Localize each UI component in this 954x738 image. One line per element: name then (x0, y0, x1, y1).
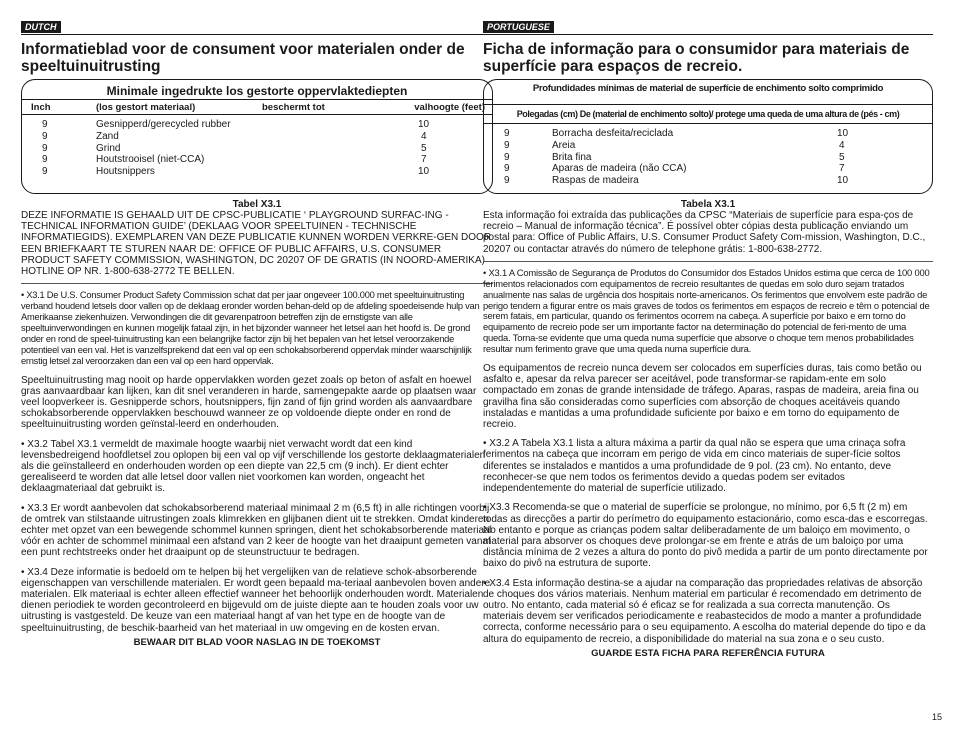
surfacing-depth-table (21, 79, 493, 194)
header-fall-height: valhoogte (feet) (414, 102, 485, 113)
cell-inch: 9 (42, 130, 48, 142)
cell-height: 5 (839, 151, 845, 163)
intro-text: DEZE INFORMATIE IS GEHAALD UIT DE CPSC-PUBLICATIE ‘ PLAYGROUND SURFAC-ING - TECHNICAL INFORMATION GUIDE’ (DEKLAAG VOOR SPEELTUINEN - TECHNISCHE INFORMATIEGIDS). EXEMPLAREN VAN DEZE PUBLICATIE KUNNEN WORDEN VERKRE-GEN DOOR EEN BRIEFKAART TE STUREN NAAR DE: OFFICE OF PUBLIC AFFAIRS, U.S. CONSUMER PRODUCT SAFETY COMMISSION, WASHINGTON, DC 20207 OF DE GRATIS (IN NOORD-AMERIKA) HOTLINE OP NR. 1-800-638-2772 TE BELLEN. (21, 210, 492, 278)
paragraph: Os equipamentos de recreio nunca devem ser colocados em superfícies duras, tais como betão ou asfalto e, apesar da relva parecer ser aceitável, pode transformar-se rapidam-ente em solo compactado em zonas de grande intensidade de tráfego. Aparas, raspas de madeira, areia fina ou gravilha fina são consideradas como superfícies com absorção de choques aceitáveis quando instaladas e mantidas a uma profundidade suficiente por baixo e em torno do equipamento de recreio. (483, 363, 922, 431)
paragraph: • X3.4 Deze informatie is bedoeld om te helpen bij het vergelijken van de relatieve schok-absorberende eigenschappen van verschillende materialen. Er wordt geen bepaald ma-teriaal aanbevolen boven andere materialen. Elk materiaal is echter alleen effectief wanneer het behoorlijk onderhouden wordt. Materialen dienen periodiek te worden gecontroleerd en bijgevuld om de juiste diepte aan te houden zoals voor uw uitrusting is vastgesteld. De keuze van een materiaal hangt af van het type en de hoogte van de speeltuinuitrusting, de beschik-baarheid van het materiaal in uw omgeving en de kosten ervan. (21, 566, 491, 634)
portuguese-column (483, 20, 933, 659)
table-row (484, 163, 932, 175)
divider (21, 283, 493, 284)
language-tag-portuguese: PORTUGUESE (483, 21, 554, 33)
table-row (22, 131, 492, 143)
cell-material: Houtstrooisel (niet-CCA) (96, 154, 205, 166)
cell-inch: 9 (504, 163, 510, 175)
table-heading: Profundidades mínimas de material de superfície de enchimento solto comprimido (532, 83, 884, 94)
paragraph: • X3.4 Esta informação destina-se a ajudar na comparação das propriedades relativas de absorção de choques dos vários materiais. Nenhum material em particular é recomendado em detrimento de outro. No entanto, cada material só é eficaz se for realizada a sua correcta manutenção. Os materiais devem ser verificados periodicamente e reabastecidos de modo a manter a profundidade correcta, conforme necessário para o seu equipamento. A escolha do material depende do tipo e da altura do equipamento de recreio, a disponibilidade do material na sua zona e o seu custo. (483, 577, 926, 645)
cell-inch: 9 (42, 142, 48, 154)
surfacing-depth-table (483, 79, 933, 194)
intro-text: Esta informação foi extraída das publicações da CPSC “Materiais de superfície para espa-ços de recreio – Manual de informação técnica”. É possível obter cópias desta publicação enviando um postal para: Office of Public Affairs, U.S. Consumer Product Safety Com-mission, Washington, D.C., 20207 ou contactar através do número de telephone grátis: 1-800-638-2772. (483, 210, 926, 255)
cell-material: Houtsnippers (96, 166, 155, 178)
header-material: (los gestort materiaal) (96, 102, 196, 113)
cell-inch: 9 (42, 166, 48, 178)
table-row (22, 143, 492, 155)
language-bar (21, 20, 493, 35)
table-row (22, 166, 492, 178)
page-number: 15 (931, 712, 942, 722)
cell-material: Grind (96, 142, 121, 154)
cell-inch: 9 (504, 151, 510, 163)
cell-height: 10 (418, 119, 430, 130)
table-heading: Minimale ingedrukte los gestorte oppervlaktediepten (106, 84, 408, 98)
footer-note: GUARDE ESTA FICHA PARA REFERÊNCIA FUTURA (591, 647, 825, 659)
paragraph: • X3.3 Recomenda-se que o material de superfície se prolongue, no mínimo, por 6,5 ft (2 m) em todas as direcções a partir do perímetro do equipamento estacionário, como esca-das e escorregas. No entanto e porque as crianças podem saltar deliberadamente de um baloiço em movimento, o material para absorver os choques deve prolongar-se em frente e atrás de um baloiço por uma distância mínima de 2 vezes a altura do ponto do pivô medida a partir de um ponto directamente por baixo do pivô na estrutura de suporte. (483, 502, 928, 570)
cell-height: 7 (421, 154, 427, 166)
cell-height: 10 (837, 175, 849, 187)
cell-material: Borracha desfeita/reciclada (552, 128, 674, 139)
language-bar (483, 20, 933, 35)
cell-height: 7 (839, 163, 845, 175)
table-body (484, 124, 932, 187)
cell-material: Aparas de madeira (não CCA) (552, 163, 687, 175)
cell-height: 5 (421, 142, 427, 154)
cell-material: Zand (96, 130, 119, 142)
table-header-row (22, 99, 492, 114)
table-row (22, 119, 492, 131)
paragraph: • X3.2 A Tabela X3.1 lista a altura máxima a partir da qual não se espera que uma crinaça sofra ferimentos na cabeça que incorram em perigo de vida em cinco materiais de super-fície soltos diferentes se instalados e mantidos a uma profundidade de 9 pol. (23 cm). No entanto, deve reconhecer-se que nem todos os ferimentos devido a quedas podem ser evitados independentemente do material de superfície utilizado. (483, 438, 906, 495)
paragraph: Speeltuinuitrusting mag nooit op harde oppervlakken worden gezet zoals op beton of asfalt en hoewel gras aanvaardbaar kan lijken, kan dit snel veranderen in harde, samengepakte aarde op plaatsen waar veel loopverkeer is. Gesnipperde schors, houtsnippers, fijn zand of fijn grind worden als aanvaardbare schokabsorberende oppervlakken beschouwd wanneer ze op voldoende diepte onder en rond de speeltuinuitrusting worden geïnstal-leerd en onderhouden. (21, 374, 477, 431)
header-inch: Inch (31, 102, 51, 113)
cell-inch: 9 (504, 128, 510, 139)
table-row (22, 154, 492, 166)
cell-material: Brita fina (552, 151, 592, 163)
dutch-column (21, 20, 493, 648)
divider (483, 261, 933, 262)
table-row (484, 140, 932, 152)
table-row (484, 128, 932, 140)
table-body (22, 114, 492, 178)
cell-material: Gesnipperd/gerecycled rubber (96, 119, 231, 130)
cell-inch: 9 (504, 175, 510, 187)
table-caption: Tabel X3.1 (232, 199, 282, 210)
cell-material: Areia (552, 139, 576, 151)
table-caption: Tabela X3.1 (680, 199, 736, 210)
paragraph: • X3.2 Tabel X3.1 vermeldt de maximale hoogte waarbij niet verwacht wordt dat een kind levensbedreigend hoofdletsel zou oplopen bij een val op vijf verschillende los gestorte deklaagmaterialen als die geïnstalleerd en onderhouden worden op een diepte van 22,5 cm (9 inch). Er dient echter gerealiseerd te worden dat alle letsel door vallen niet voorkomen kan worden, ongeacht het deklaagmateriaal dat gebruikt is. (21, 438, 486, 495)
cell-height: 4 (421, 130, 427, 142)
cell-height: 10 (837, 128, 849, 139)
cell-height: 4 (839, 139, 845, 151)
paragraph: • X3.3 Er wordt aanbevolen dat schokabsorberend materiaal minimaal 2 m (6,5 ft) in alle richtingen voorbij de omtrek van stilstaande uitrustingen zoals klimrekken en glijbanen dient uit te strekken. Omdat kinderen echter met opzet van een bewegende schommel kunnen springen, dient het schokabsorberende materiaal vóór en achter de schommel minimaal een afstand van 2 keer de hoogte van het draaipunt gemeten vanaf een punt rechtstreeks onder het draaipunt op de steunstructuur te bedragen. (21, 502, 492, 559)
table-row (484, 152, 932, 164)
header-protects: beschermt tot (262, 102, 325, 113)
table-header-row: Polegadas (cm) De (material de enchimento solto)/ protege uma queda de uma altura de (pés - cm) (484, 104, 932, 124)
cell-inch: 9 (42, 154, 48, 166)
cell-height: 10 (418, 166, 430, 178)
cell-material: Raspas de madeira (552, 175, 639, 187)
language-tag-dutch: DUTCH (21, 21, 61, 33)
paragraph: • X3.1 De U.S. Consumer Product Safety Commission schat dat per jaar ongeveer 100.000 met speeltuinuitrusting verband houdend letsels door vallen op de deklaag eronder worden behan-deld op de afdeling spoedeisende hulp van Amerikaanse ziekenhuizen. Verwondingen die dit gevarenpatroon betreffen zijn de ernstigste van alle speeltuinverwondingen en kunnen mogelijk fataal zijn, in het bijzonder wanneer het letsel aan het hoofd is. De grond onder en rond de speel-tuinuitrusting kan een belangrijke factor zijn bij het bepalen van het letsel veroorzakende potentieel van een val. Het is vanzelfsprekend dat een val op een schokabsorberend oppervlak minder waarschijnlijk ernstig letsel zal veroorzaken dan een val op een hard oppervlak. (21, 290, 480, 366)
table-row (484, 175, 932, 187)
cell-inch: 9 (42, 119, 48, 130)
section-title: Ficha de informação para o consumidor para materiais de superfície para espaços de recreio. (483, 41, 910, 75)
footer-note: BEWAAR DIT BLAD VOOR NASLAG IN DE TOEKOMST (133, 636, 381, 648)
paragraph: • X3.1 A Comissão de Segurança de Produtos do Consumidor dos Estados Unidos estima que cerca de 100 000 ferimentos relacionados com equipamentos de recreio resultantes de quedas em solo duro sejam tratados anualmente nas salas de urgência dos hospitais norte-americanos. Os ferimentos que envolvem este padrão de perigo tendem a figurar entre os mais graves de todos os ferimentos em espaços de recreio e têm o potencial de serem fatais, em particular, quando os ferimentos ocorrem na cabeça. A superfície por baixo e em torno do equipamento de recreio pode ser um importante factor na determinação do potencial de feri-mento de uma queda. Torna-se evidente que uma queda numa superfície que absorve o choque tem menos probabilidades resultar num ferimento grave que uma queda numa superfície dura. (483, 266, 930, 355)
cell-inch: 9 (504, 139, 510, 151)
section-title: Informatieblad voor de consument voor materialen onder de speeltuinuitrusting (21, 41, 465, 75)
